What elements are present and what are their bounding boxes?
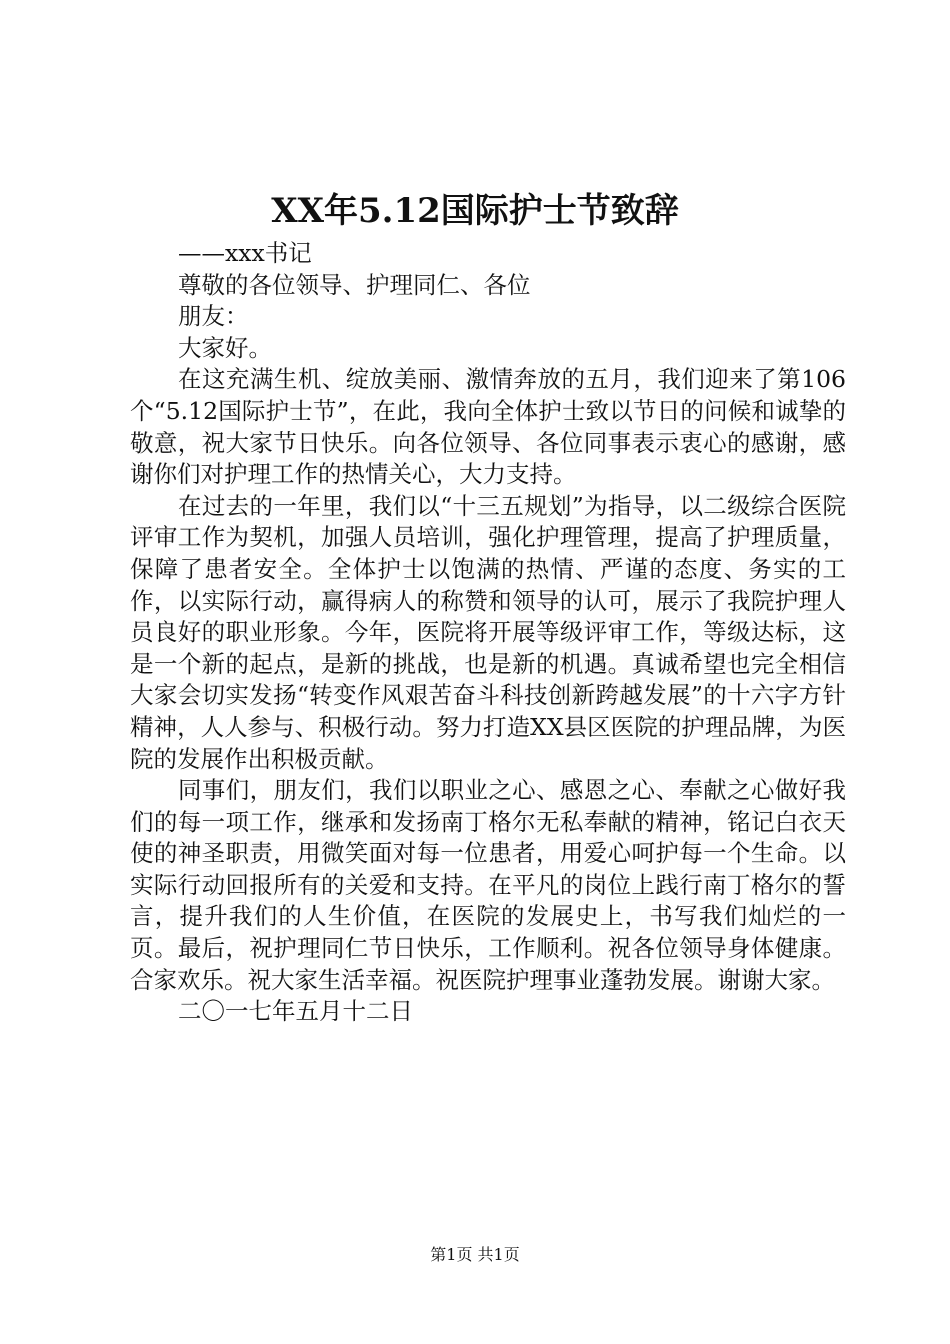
- salutation-line-2: 朋友：: [178, 302, 249, 331]
- byline: ——xxx书记: [178, 239, 312, 267]
- document-body: [130, 238, 846, 1028]
- document-date: 二〇一七年五月十二日: [178, 997, 413, 1026]
- document-title: XX年5.12国际护士节致辞: [271, 191, 679, 231]
- page-footer: 第1页 共1页: [430, 1245, 520, 1264]
- paragraph-1: 在这充满生机、绽放美丽、激情奔放的五月，我们迎来了第106个“5.12国际护士节”，在此，我向全体护士致以节日的问候和诚挚的敬意，祝大家节日快乐。向各位领导、各位同事表示衷心的感谢，感谢你们对护理工作的热情关心，大力支持。: [130, 365, 846, 489]
- salutation-line-1: 尊敬的各位领导、护理同仁、各位: [178, 270, 531, 299]
- greeting: 大家好。: [178, 333, 272, 362]
- paragraph-3: 同事们，朋友们，我们以职业之心、感恩之心、奉献之心做好我们的每一项工作，继承和发扬南丁格尔无私奉献的精神，铭记白衣天使的神圣职责，用微笑面对每一位患者，用爱心呵护每一个生命。以实际行动回报所有的关爱和支持。在平凡的岗位上践行南丁格尔的誓言，提升我们的人生价值，在医院的发展史上，书写我们灿烂的一页。最后，祝护理同仁节日快乐，工作顺利。祝各位领导身体健康。合家欢乐。祝大家生活幸福。祝医院护理事业蓬勃发展。谢谢大家。: [130, 776, 846, 994]
- paragraph-2: 在过去的一年里，我们以“十三五规划”为指导，以二级综合医院评审工作为契机，加强人员培训，强化护理管理，提高了护理质量，保障了患者安全。全体护士以饱满的热情、严谨的态度、务实的工作，以实际行动，赢得病人的称赞和领导的认可，展示了我院护理人员良好的职业形象。今年，医院将开展等级评审工作，等级达标，这是一个新的起点，是新的挑战，也是新的机遇。真诚希望也完全相信大家会切实发扬“转变作风艰苦奋斗科技创新跨越发展”的十六字方针精神，人人参与、积极行动。努力打造XX县区医院的护理品牌，为医院的发展作出积极贡献。: [130, 491, 846, 773]
